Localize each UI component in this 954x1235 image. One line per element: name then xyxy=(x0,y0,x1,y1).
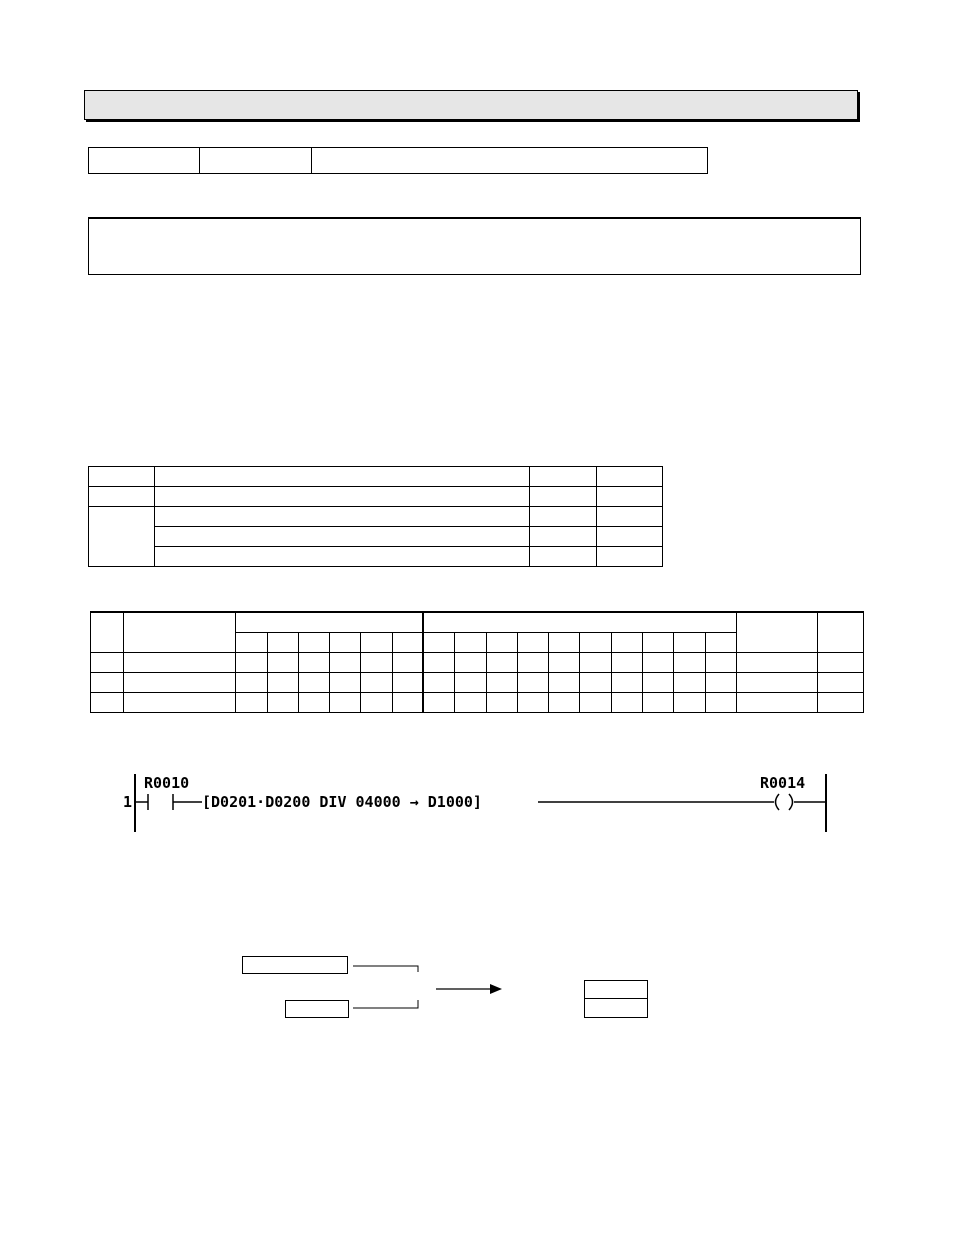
table-row xyxy=(89,467,663,487)
table-row xyxy=(91,673,864,693)
operand-table xyxy=(88,466,663,567)
title-cell-1 xyxy=(89,148,200,173)
input-contact-label: R0010 xyxy=(144,774,190,792)
section-header-bar xyxy=(84,90,858,120)
rung-number: 1 xyxy=(123,793,133,811)
table-row xyxy=(89,487,663,507)
quotient-box xyxy=(584,980,648,999)
output-coil-label: R0014 xyxy=(760,774,806,792)
table-row xyxy=(89,527,663,547)
normally-open-contact-icon xyxy=(135,794,202,810)
table-row xyxy=(91,653,864,673)
table-row xyxy=(89,507,663,527)
ladder-diagram xyxy=(118,770,838,836)
output-coil-icon xyxy=(772,794,826,810)
ladder-instruction: [D0201·D0200 DIV 04000 → D1000] xyxy=(202,793,482,811)
remainder-box xyxy=(584,998,648,1018)
table-row xyxy=(91,693,864,713)
table-header-row xyxy=(91,612,864,633)
title-cell-2 xyxy=(200,148,312,173)
dividend-box xyxy=(242,956,348,974)
description-box xyxy=(88,217,861,275)
title-cell-3 xyxy=(312,148,707,173)
table-row xyxy=(89,547,663,567)
divisor-box xyxy=(285,1000,349,1018)
device-table xyxy=(90,611,864,713)
instruction-title-strip xyxy=(88,147,708,174)
flow-connector xyxy=(350,960,510,1020)
